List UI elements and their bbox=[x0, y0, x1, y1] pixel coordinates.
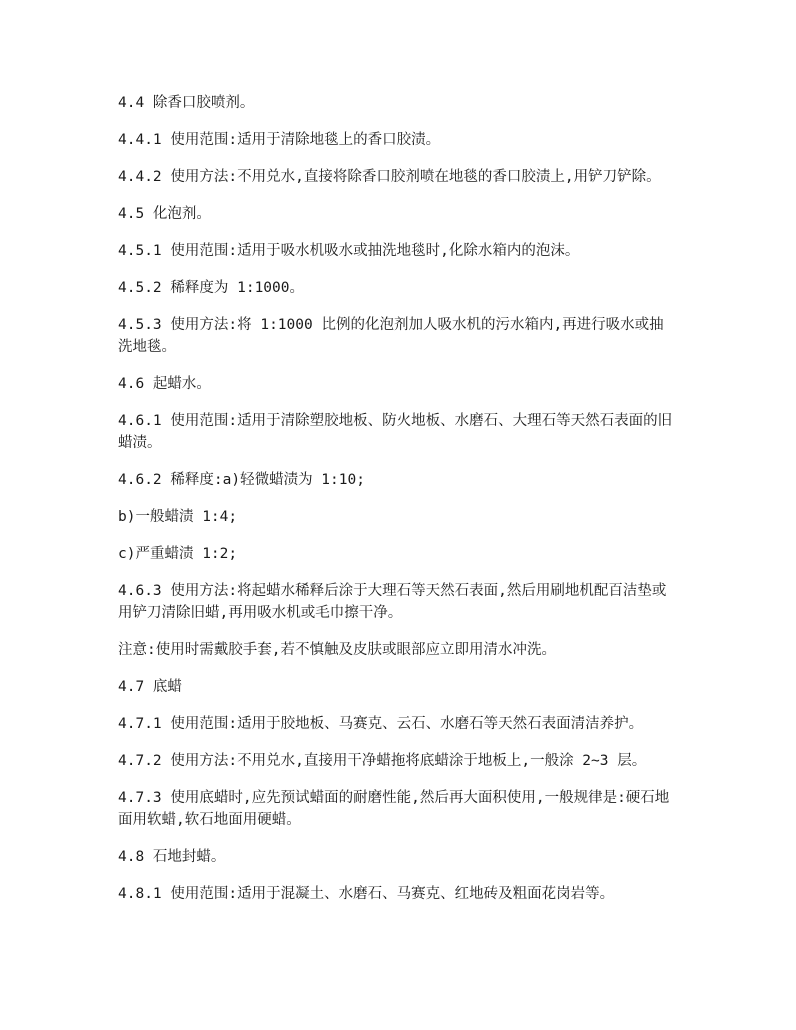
paragraph-4-4-2: 4.4.2 使用方法:不用兑水,直接将除香口胶剂喷在地毯的香口胶渍上,用铲刀铲除。 bbox=[118, 169, 661, 185]
heading-4-5: 4.5 化泡剂。 bbox=[118, 206, 211, 222]
paragraph-4-5-1: 4.5.1 使用范围:适用于吸水机吸水或抽洗地毯时,化除水箱内的泡沫。 bbox=[118, 243, 580, 259]
paragraph-4-7-3: 4.7.3 使用底蜡时,应先预试蜡面的耐磨性能,然后再大面积使用,一般规律是:硬石地面用软蜡,软石地面用硬蜡。 bbox=[118, 790, 670, 828]
paragraph-4-7-1: 4.7.1 使用范围:适用于胶地板、马赛克、云石、水磨石等天然石表面清洁养护。 bbox=[118, 716, 644, 732]
paragraph-4-8-1: 4.8.1 使用范围:适用于混凝土、水磨石、马赛克、红地砖及粗面花岗岩等。 bbox=[118, 886, 615, 902]
heading-4-7: 4.7 底蜡 bbox=[118, 679, 182, 695]
paragraph-4-6-2-c: c)严重蜡渍 1:2; bbox=[118, 546, 238, 562]
paragraph-note: 注意:使用时需戴胶手套,若不慎触及皮肤或眼部应立即用清水冲洗。 bbox=[118, 642, 556, 658]
paragraph-4-6-1: 4.6.1 使用范围:适用于清除塑胶地板、防火地板、水磨石、大理石等天然石表面的旧蜡渍。 bbox=[118, 413, 673, 451]
paragraph-4-7-2: 4.7.2 使用方法:不用兑水,直接用干净蜡拖将底蜡涂于地板上,一般涂 2~3 层。 bbox=[118, 753, 647, 769]
paragraph-4-6-3: 4.6.3 使用方法:将起蜡水稀释后涂于大理石等天然石表面,然后用刷地机配百洁垫或用铲刀清除旧蜡,再用吸水机或毛巾擦干净。 bbox=[118, 583, 667, 621]
document-body bbox=[118, 92, 678, 920]
paragraph-4-4-1: 4.4.1 使用范围:适用于清除地毯上的香口胶渍。 bbox=[118, 132, 441, 148]
heading-4-8: 4.8 石地封蜡。 bbox=[118, 849, 226, 865]
paragraph-4-5-3: 4.5.3 使用方法:将 1:1000 比例的化泡剂加人吸水机的污水箱内,再进行吸水或抽洗地毯。 bbox=[118, 317, 664, 355]
paragraph-4-5-2: 4.5.2 稀释度为 1:1000。 bbox=[118, 280, 304, 296]
heading-4-6: 4.6 起蜡水。 bbox=[118, 376, 211, 392]
paragraph-4-6-2: 4.6.2 稀释度:a)轻微蜡渍为 1:10; bbox=[118, 472, 365, 488]
paragraph-4-6-2-b: b)一般蜡渍 1:4; bbox=[118, 509, 238, 525]
heading-4-4: 4.4 除香口胶喷剂。 bbox=[118, 95, 255, 111]
